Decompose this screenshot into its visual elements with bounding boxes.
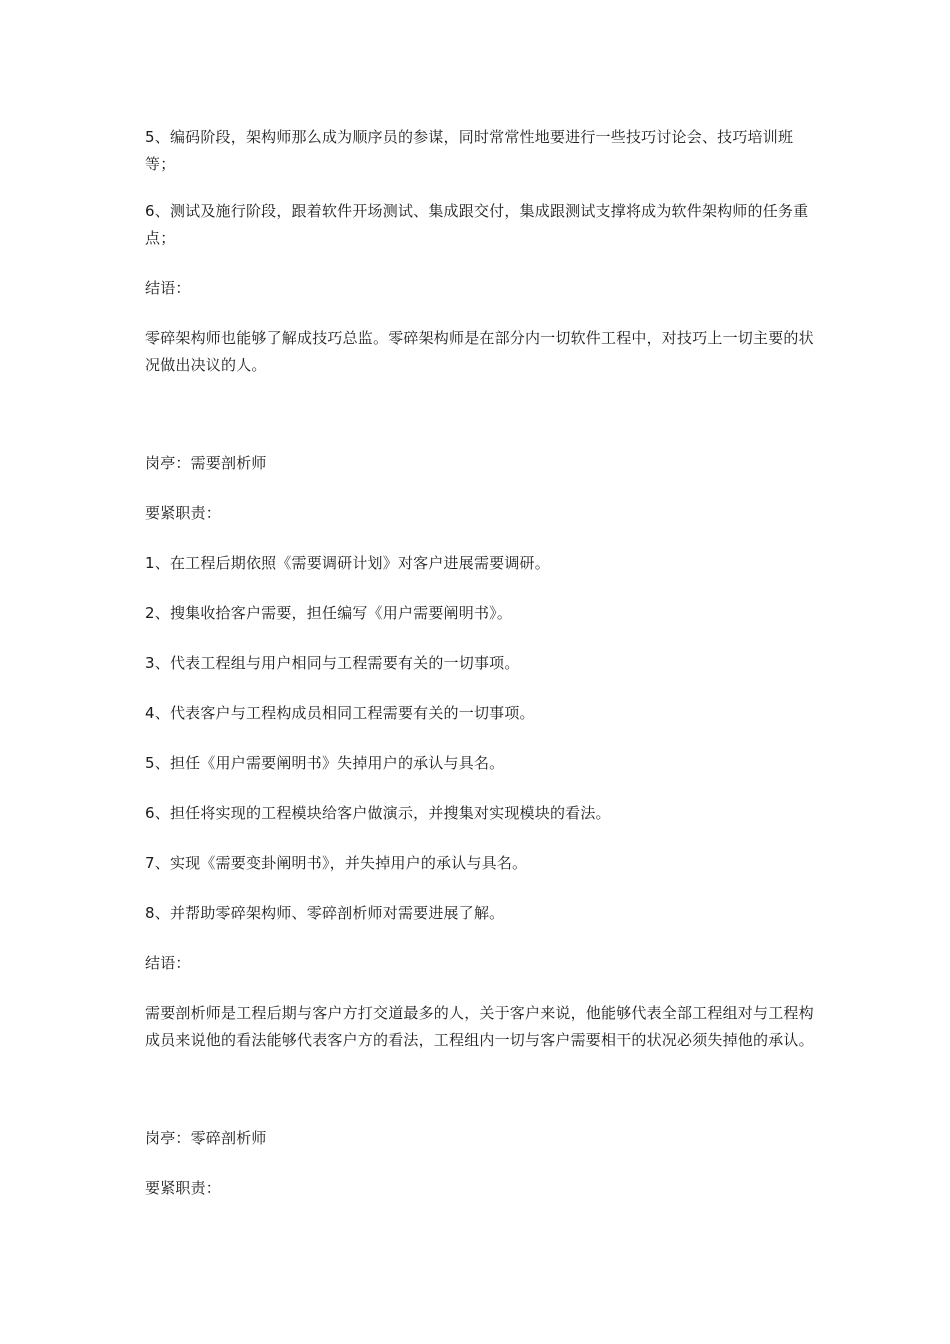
duty-item: 1、在工程后期依照《需要调研计划》对客户进展需要调研。 <box>145 554 550 572</box>
paragraph-testing-stage: 6、测试及施行阶段，跟着软件开场测试、集成跟交付，集成跟测试支撑将成为软件架构师的任务重点； <box>145 202 809 247</box>
duty-item: 8、并帮助零碎架构师、零碎剖析师对需要进展了解。 <box>145 904 505 922</box>
duty-item: 6、担任将实现的工程模块给客户做演示，并搜集对实现模块的看法。 <box>145 804 611 822</box>
duty-item: 7、实现《需要变卦阐明书》，并失掉用户的承认与具名。 <box>145 854 528 872</box>
post-title: 岗亭：需要剖析师 <box>145 454 267 472</box>
paragraph-coding-stage: 5、编码阶段，架构师那么成为顺序员的参谋，同时常常性地要进行一些技巧讨论会、技巧培训班等； <box>145 128 794 173</box>
duty-item: 3、代表工程组与用户相同与工程需要有关的一切事项。 <box>145 654 520 672</box>
document-page <box>145 124 815 1202</box>
duty-item: 5、担任《用户需要阐明书》失掉用户的承认与具名。 <box>145 754 505 772</box>
duties-label: 要紧职责： <box>145 1179 222 1197</box>
conclusion-label: 结语： <box>145 279 191 297</box>
conclusion-label: 结语： <box>145 954 191 972</box>
post-title: 岗亭：零碎剖析师 <box>145 1129 267 1147</box>
duties-label: 要紧职责： <box>145 504 222 522</box>
conclusion-paragraph: 零碎架构师也能够了解成技巧总监。零碎架构师是在部分内一切软件工程中，对技巧上一切主要的状况做出决议的人。 <box>145 329 814 374</box>
duty-item: 4、代表客户与工程构成员相同工程需要有关的一切事项。 <box>145 704 535 722</box>
conclusion-paragraph: 需要剖析师是工程后期与客户方打交道最多的人，关于客户来说，他能够代表全部工程组对与工程构成员来说他的看法能够代表客户方的看法，工程组内一切与客户需要相干的状况必须失掉他的承认。 <box>145 1004 814 1049</box>
duty-item: 2、搜集收拾客户需要，担任编写《用户需要阐明书》。 <box>145 604 513 622</box>
